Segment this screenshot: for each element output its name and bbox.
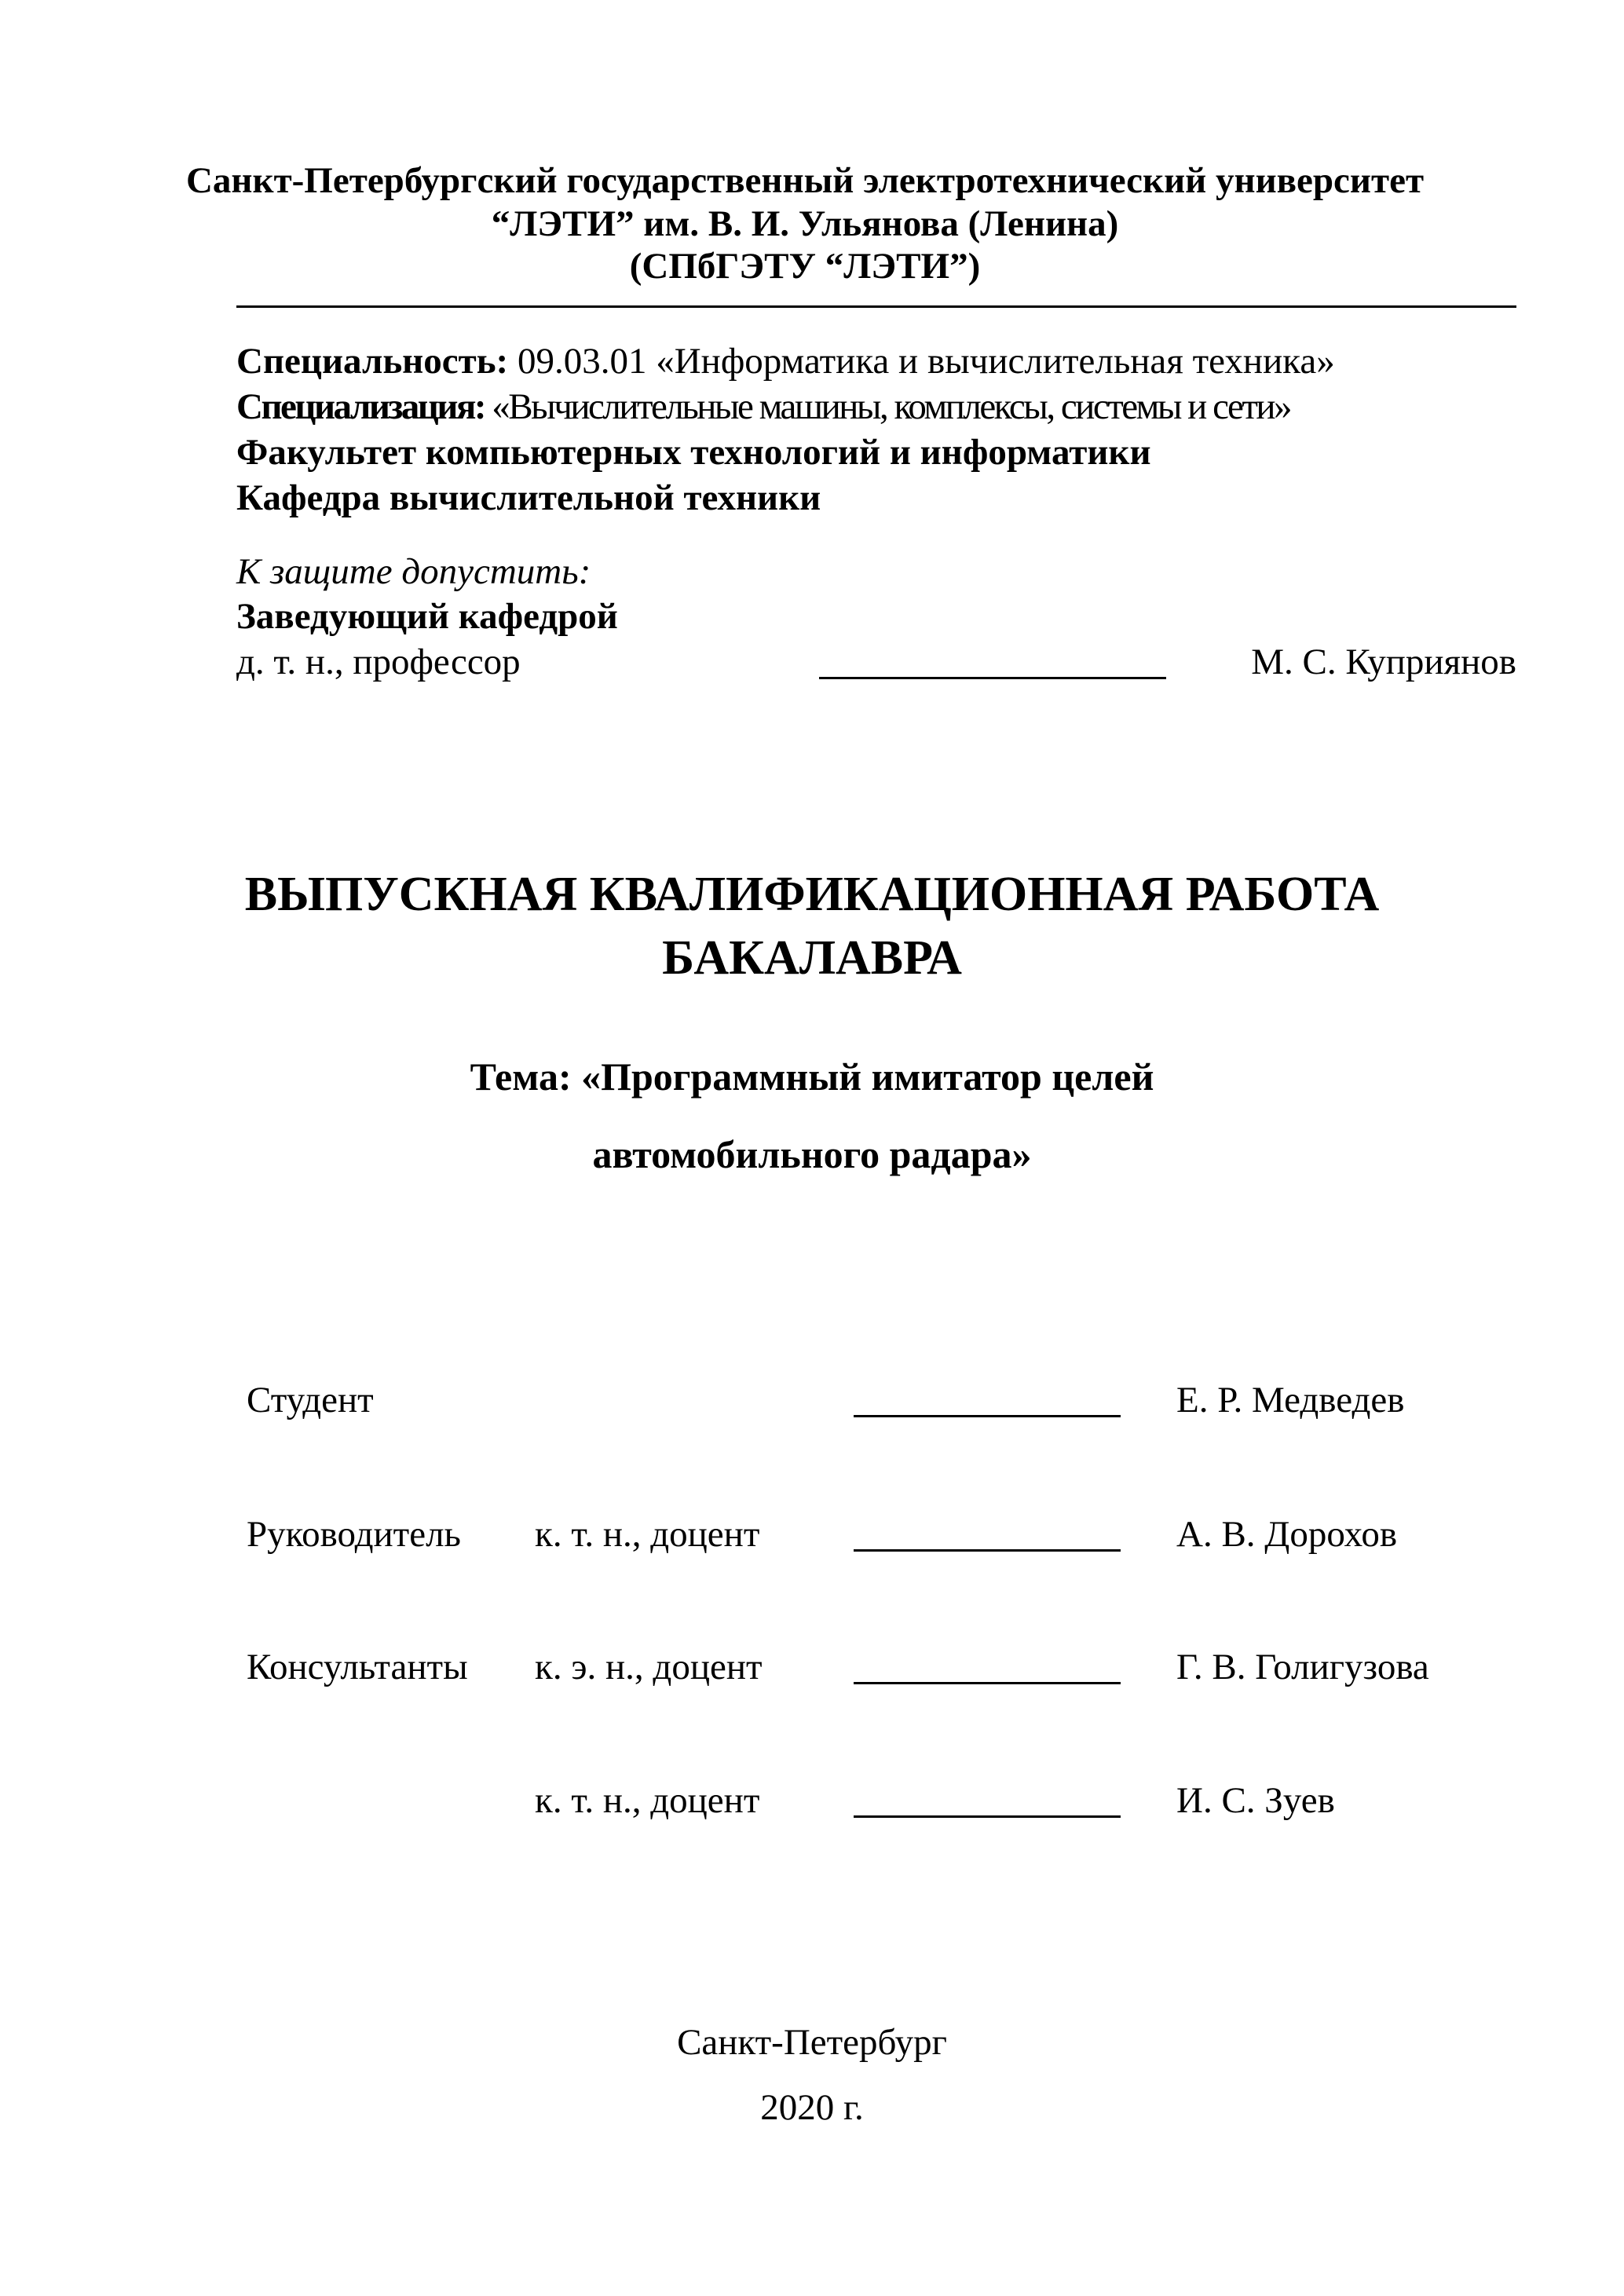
signatory-name: А. В. Дорохов — [1176, 1514, 1398, 1555]
signatory-degree: к. т. н., доцент — [535, 1514, 760, 1555]
city: Санкт-Петербург — [677, 2022, 947, 2063]
signatory-name: Е. Р. Медведев — [1176, 1380, 1405, 1420]
specialty-line — [236, 343, 1335, 380]
specialization-line — [236, 386, 1291, 427]
year: 2020 г. — [760, 2087, 864, 2128]
specialty-label: Специальность: — [236, 341, 509, 382]
approver-position: Заведующий кафедрой — [236, 596, 618, 637]
signatory-degree: к. э. н., доцент — [535, 1647, 763, 1687]
signatory-name: Г. В. Голигузова — [1176, 1647, 1429, 1687]
signature-line — [854, 1682, 1121, 1684]
university-name: Санкт-Петербургский государственный электротехнический университет — [185, 160, 1425, 201]
approval-label: К защите допустить: — [236, 551, 591, 592]
header-divider — [236, 305, 1516, 308]
signatory-degree: к. т. н., доцент — [535, 1780, 760, 1821]
signatory-name: И. С. Зуев — [1176, 1780, 1335, 1821]
university-name-2: “ЛЭТИ” им. В. И. Ульянова (Ленина) — [491, 203, 1119, 244]
specialization-value: «Вычислительные машины, комплексы, системы и сети» — [485, 386, 1291, 427]
signature-line — [854, 1815, 1121, 1818]
approver-degree: д. т. н., профессор — [236, 642, 521, 682]
faculty: Факультет компьютерных технологий и информатики — [236, 432, 1151, 473]
specialization-label: Специализация: — [236, 386, 485, 427]
department: Кафедра вычислительной техники — [236, 477, 821, 518]
university-abbr: (СПбГЭТУ “ЛЭТИ”) — [629, 246, 981, 287]
approver-name: М. С. Куприянов — [1251, 642, 1516, 682]
signatory-role: Руководитель — [247, 1514, 461, 1555]
topic-line-2: автомобильного радара» — [592, 1132, 1032, 1176]
specialty-value: 09.03.01 «Информатика и вычислительная техника» — [508, 341, 1335, 382]
approver-signature-line — [819, 677, 1166, 679]
document-title: ВЫПУСКНАЯ КВАЛИФИКАЦИОННАЯ РАБОТА — [244, 868, 1380, 921]
signatory-role: Студент — [247, 1380, 374, 1420]
topic-line-1: Тема: «Программный имитатор целей — [470, 1055, 1154, 1099]
signature-line — [854, 1415, 1121, 1417]
document-title-2: БАКАЛАВРА — [662, 931, 962, 985]
signatory-role: Консультанты — [247, 1647, 468, 1687]
signature-line — [854, 1549, 1121, 1552]
